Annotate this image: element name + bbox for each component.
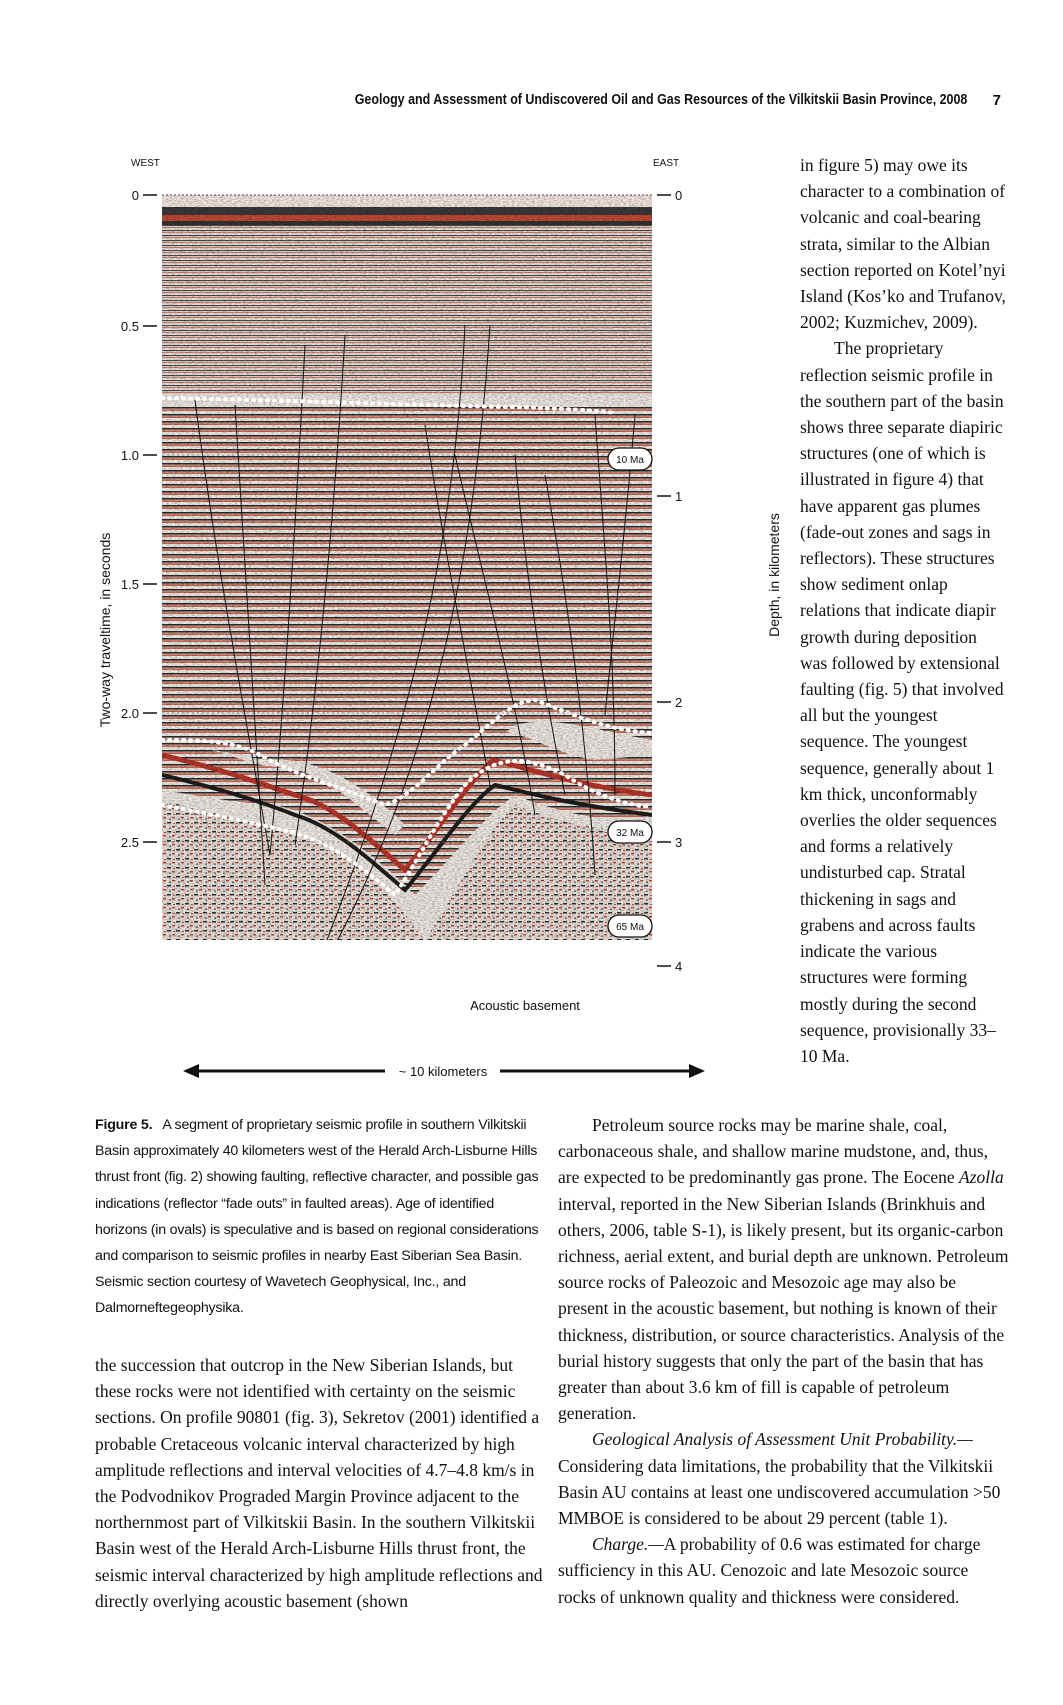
left-tick-0: 0 [131,188,139,203]
svg-text:65 Ma: 65 Ma [616,922,644,933]
running-title: Geology and Assessment of Undiscovered Oil and Gas Resources of the Vilkitskii Basin Province, 2008 [354,92,967,108]
left-tick-2.5: 2.5 [120,835,139,850]
source-rocks-paragraph: Petroleum source rocks may be marine shale, coal, carbonaceous shale, and shallow marine mudstone, and, thus, are expected to be predominantly gas prone. The Eocene Azolla interval, reported in the New Siberian Islands (Brinkhuis and others, 2006, table S-1), is likely present, but its organic-carbon richness, aerial extent, and burial depth are unknown. Petroleum source rocks of Paleozoic and Mesozoic age may also be present in the acoustic basement, but nothing is known of their thickness, distribution, or source characteristics. Analysis of the burial history suggests that only the part of the basin that has greater than about 3.6 km of fill is capable of petroleum generation. [558,1115,1009,1424]
left-tick-0.5: 0.5 [120,319,139,334]
right-tick-0: 0 [675,188,683,203]
page-header [0,92,1063,116]
left-paragraph-1: the succession that outcrop in the New Siberian Islands, but these rocks were not identified with certainty on the seismic sections. On profile 90801 (fig. 3), Sekretov (2001) identified a probable Cretaceous volcanic interval characterized by high amplitude reflections and interval velocities of 4.7–4.8 km/s in the Podvodnikov Prograded Margin Province adjacent to the northernmost part of Vilkitskii Basin. In the southern Vilkitskii Basin west of the Herald Arch-Lisburne Hills thrust front, the seismic interval characterized by high amplitude reflections and directly overlying acoustic basement (shown [95,1355,543,1611]
svg-text:10 Ma: 10 Ma [616,455,644,466]
page-number: 7 [992,92,1001,109]
charge-paragraph: Charge.—A probability of 0.6 was estimated for charge sufficiency in this AU. Cenozoic and late Mesozoic source rocks of unknown quality and thickness were considered. [558,1534,981,1607]
acoustic-basement-label: Acoustic basement [470,998,580,1013]
right-tick-3: 3 [675,835,683,850]
seismic-figure [95,155,815,1090]
charge-heading: Charge.— [592,1534,664,1555]
figure-caption [95,1112,545,1322]
west-label: WEST [131,158,160,169]
azolla-term: Azolla [959,1167,1004,1188]
probability-paragraph: Geological Analysis of Assessment Unit Probability.—Considering data limitations, the probability that the Vilkitskii Basin AU contains at least one undiscovered accumulation >50 MMBOE is considered to be about 29 percent (table 1). [558,1429,1001,1529]
caption-label: Figure 5. [95,1117,153,1133]
left-axis-title: Two-way traveltime, in seconds [97,532,113,728]
scale-label: ~ 10 kilometers [398,1064,488,1079]
right-tick-1: 1 [675,489,683,504]
probability-heading: Geological Analysis of Assessment Unit Probability.— [592,1429,973,1450]
right-paragraph-1: in figure 5) may owe its character to a combination of volcanic and coal-bearing strata, similar to the Albian section reported on Kotel’nyi Island (Kos’ko and Trufanov, 2002; Kuzmichev, 2009). [800,155,1006,333]
horizon-label-10ma [608,448,652,470]
scale-bar [183,1064,705,1079]
right-tick-4: 4 [675,959,683,974]
left-column-text [95,1352,545,1614]
middle-column-text [558,1112,1010,1610]
left-tick-1.5: 1.5 [120,577,139,592]
seismic-section-svg [95,155,815,1090]
seismic-panel [162,195,652,945]
right-axis-title: Depth, in kilometers [766,513,782,637]
right-column-text [800,152,1008,1069]
horizon-label-32ma [608,821,652,843]
svg-text:32 Ma: 32 Ma [616,828,644,839]
caption-text: A segment of proprietary seismic profile in southern Vilkitskii Basin approximately 40 kilometers west of the Herald Arch-Lisburne Hills thrust front (fig. 2) showing faulting, reflective character, and possible gas indications (reflector “fade outs” in faulted areas). Age of identified horizons (in ovals) is speculative and is based on regional considerations and comparison to seismic profiles in nearby East Siberian Sea Basin. Seismic section courtesy of Wavetech Geophysical, Inc., and Dalmorneftegeophysika. [95,1117,539,1317]
left-tick-2.0: 2.0 [120,706,139,721]
right-paragraph-2: The proprietary reflection seismic profile in the southern part of the basin shows three separate diapiric structures (one of which is illustrated in figure 4) that have apparent gas plumes (fade-out zones and sags in reflectors). These structures show sediment onlap relations that indicate diapir growth during deposition was followed by extensional faulting (fig. 5) that involved all but the youngest sequence. The youngest sequence, generally about 1 km thick, unconformably overlies the older sequences and forms a relatively undisturbed cap. Stratal thickening in sags and grabens and across faults indicate the various structures were forming mostly during the second sequence, provisionally 33–10 Ma. [800,338,1004,1066]
right-tick-2: 2 [675,695,683,710]
horizon-label-65ma [608,915,652,937]
left-tick-1.0: 1.0 [120,448,139,463]
east-label: EAST [653,158,680,169]
